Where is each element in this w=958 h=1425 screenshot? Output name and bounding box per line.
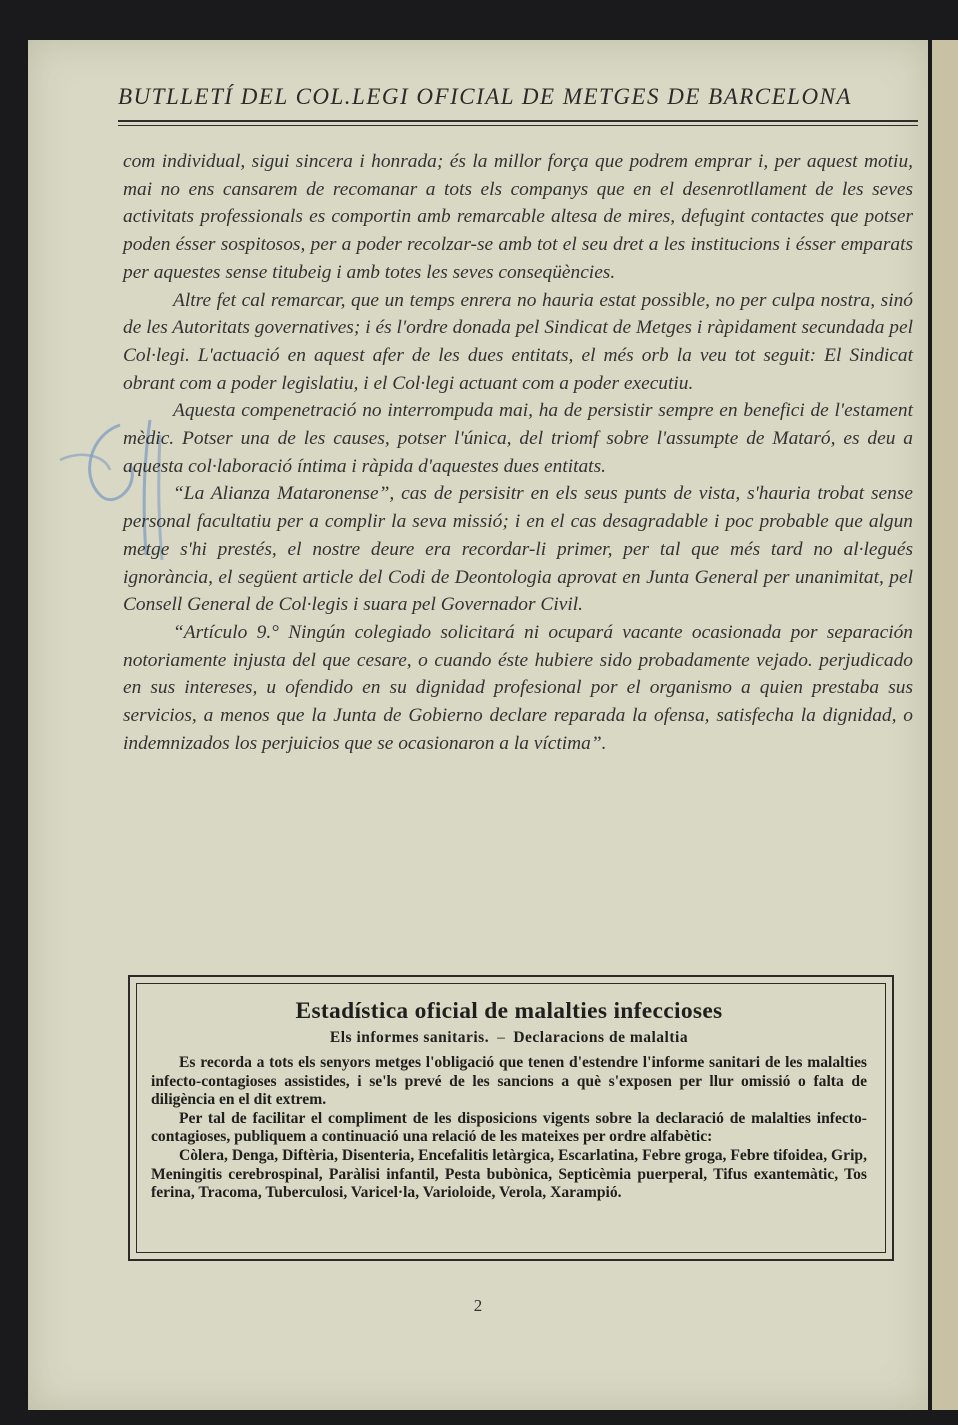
notice-paragraph-1: Es recorda a tots els senyors metges l'obligació que tenen d'estendre l'informe sanitari de les malalties infecto-contagioses assistides, i se'ls prevé de les sancions a què s'exposen per llur omissió o falta de diligència en el dit extrem.	[151, 1054, 867, 1109]
article-body	[123, 148, 913, 757]
running-header: BUTLLETÍ DEL COL.LEGI OFICIAL DE METGES DE BARCELONA	[118, 84, 852, 109]
page-number: 2	[473, 1296, 483, 1315]
notice-paragraph-2: Per tal de facilitar el compliment de les disposicions vigents sobre la declaració de malalties infecto-contagioses, publiquem a continuació una relació de les mateixes per ordre alfabètic:	[151, 1109, 867, 1146]
article-paragraph: Aquesta compenetració no interrompuda mai, ha de persistir sempre en benefici de l'estament mèdic. Potser una de les causes, potser l'única, del triomf sobre l'assumpte de Mataró, es deu a aquesta col·laboració íntima i ràpida d'aquestes dues entitats.	[123, 400, 913, 477]
notice-title: Estadística oficial de malalties infeccioses	[295, 998, 723, 1024]
article-paragraph: “La Alianza Mataronense”, cas de persisitr en els seus punts de vista, s'hauria trobat sense personal facultatiu per a complir la seva missió; i en el cas desagradable i poc probable que algun metge s'hi prestés, el nostre deure era recordar-li primer, per tal que més tard no al·legués ignorància, el següent article del Codi de Deontologia aprovat en Junta General per unanimitat, pel Consell General de Col·legis i suara pel Governador Civil.	[123, 483, 913, 616]
header-rule-thin	[118, 125, 918, 126]
article-paragraph: com individual, sigui sincera i honrada; és la millor força que podrem emprar i, per aquest motiu, mai no ens cansarem de recomanar a tots els companys que en el desenrotllament de les seves activitats professionals es comportin amb remarcable altesa de mires, defugint contactes que potser poden ésser sospitosos, per a poder recolzar-se amb tot el seu dret a les institucions i ésser emparats per aquestes sense titubeig i amb totes les seves conseqüències.	[123, 151, 913, 283]
notice-subtitle-dash: –	[497, 1029, 506, 1046]
notice-subtitle	[151, 1029, 867, 1047]
header-rule-thick	[118, 120, 918, 122]
article-paragraph: Altre fet cal remarcar, que un temps enrera no hauria estat possible, no per culpa nostra, sinó de les Autoritats governatives; i és l'ordre donada pel Sindicat de Metges i ràpidament secundada pel Col·legi. L'actuació en aquest afer de les dues entitats, el més orb la veu tot seguit: El Sindicat obrant com a poder legislatiu, i el Col·legi actuant com a poder executiu.	[123, 289, 913, 394]
notice-box-inner	[136, 983, 886, 1253]
adjacent-page-edge	[932, 40, 958, 1410]
notice-box	[128, 975, 894, 1261]
document-page	[28, 40, 928, 1410]
article-paragraph: “Artículo 9.° Ningún colegiado solicitará ni ocupará vacante ocasionada por separación notoriamente injusta del que cesare, o cuando éste hubiere sido probadamente vejado. perjudicado en sus intereses, u ofendido en su dignidad profesional por el organismo a quien prestaba sus servicios, a menos que la Junta de Gobierno declare reparada la ofensa, satisfecha la dignidad, o indemnizados los perjuicios que se ocasionaron a la víctima”.	[123, 621, 913, 754]
notice-subtitle-left: Els informes sanitaris.	[329, 1029, 490, 1046]
disease-list: Còlera, Denga, Diftèria, Disenteria, Encefalitis letàrgica, Escarlatina, Febre groga, Febre tifoidea, Grip, Meningitis cerebrospinal, Paràlisi infantil, Pesta bubònica, Septicèmia puerperal, Tifus exantemàtic, Tos ferina, Tracoma, Tuberculosi, Varicel·la, Varioloide, Verola, Xarampió.	[151, 1146, 867, 1202]
notice-subtitle-right: Declaracions de malaltia	[513, 1029, 689, 1046]
